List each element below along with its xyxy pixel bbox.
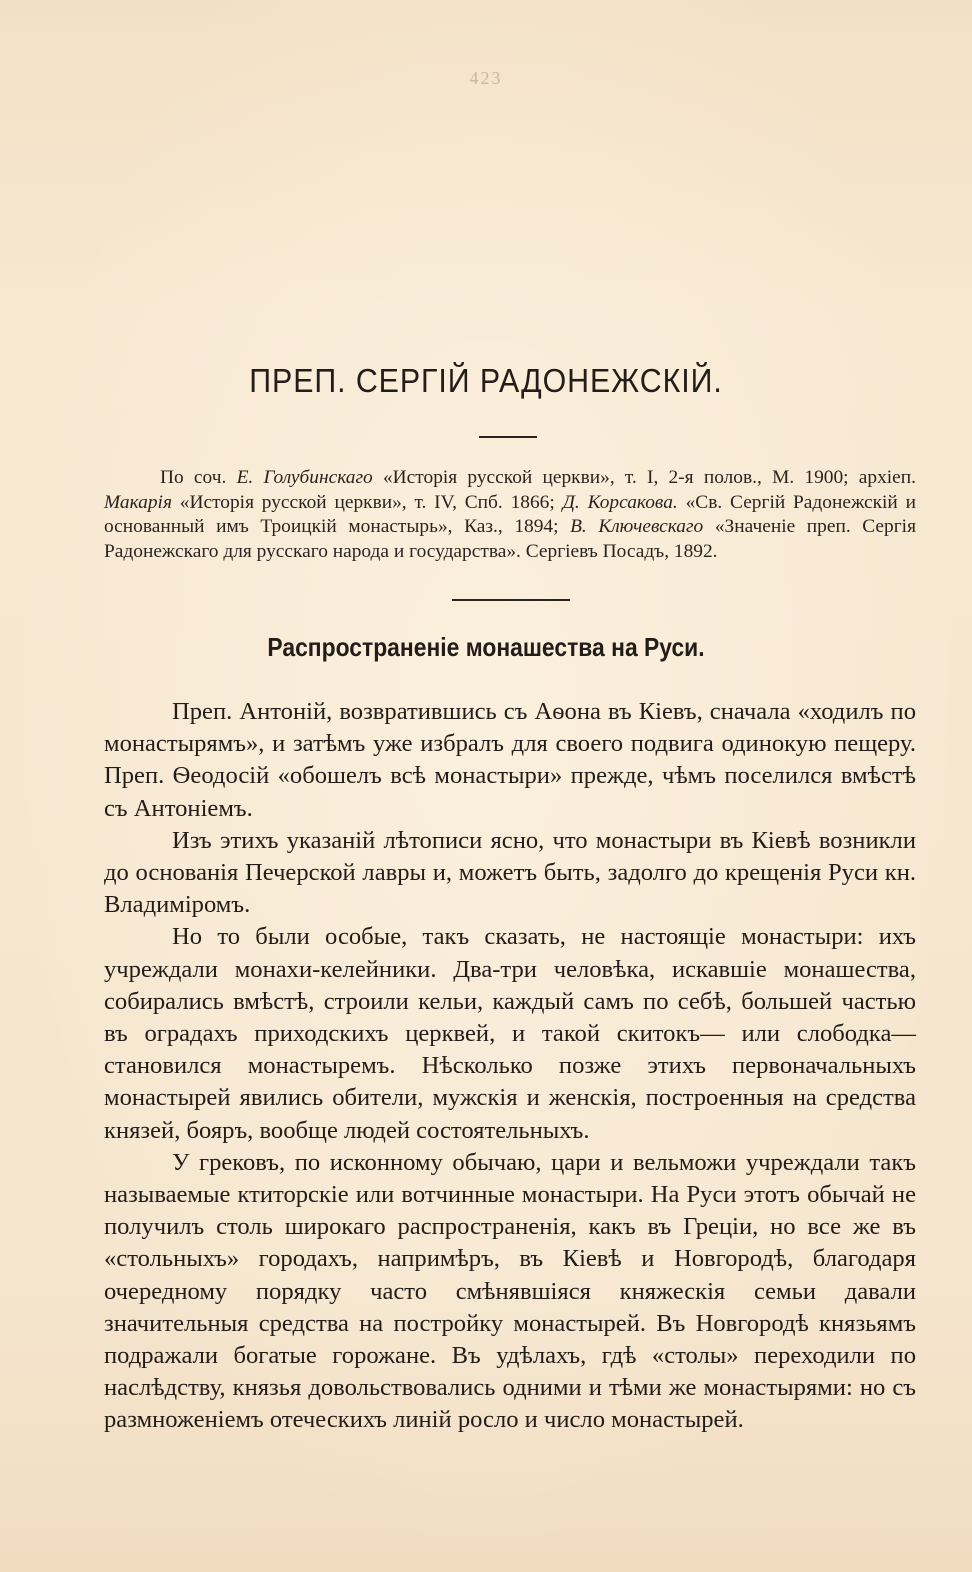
- paragraph: Но то были особые, такъ сказать, не настоящіе монастыри: ихъ учреждали монахи-келейники. Два-три человѣка, искавшіе монашества, собирались вмѣстѣ, строили кельи, каждый самъ по себѣ, большей частью въ оградахъ приходскихъ церквей, и такой скитокъ— или слободка—становился монастыремъ. Нѣсколько позже этихъ первоначальныхъ монастырей явились обители, мужскія и женскія, построенныя на средства князей, бояръ, вообще людей состоятельныхъ.: [104, 923, 916, 1144]
- title-divider: [479, 436, 537, 438]
- section-heading: Распространеніе монашества на Руси.: [267, 632, 705, 662]
- chapter-title: ПРЕП. СЕРГІЙ РАДОНЕЖСКІЙ.: [249, 362, 723, 399]
- sources-text: «Исторія русской церкви», т. IV, Спб. 1866;: [171, 491, 563, 513]
- paragraph: Преп. Антоній, возвратившись съ Аѳона въ Кіевъ, сначала «ходилъ по монастырямъ», и затѣмъ уже избралъ для своего подвига одинокую пещеру. Преп. Ѳеодосій «обошелъ всѣ монастыри» прежде, чѣмъ поселился вмѣстѣ съ Антоніемъ.: [104, 698, 916, 822]
- source-author: Макарія: [104, 491, 172, 513]
- sources-text: «Исторія русской церкви», т. I, 2-я полов., М. 1900; архіеп.: [372, 467, 917, 488]
- body-text: [104, 696, 916, 1437]
- source-author: Е. Голубинскаго: [236, 467, 373, 488]
- sources-text: По соч.: [160, 467, 237, 488]
- paragraph: Изъ этихъ указаній лѣтописи ясно, что монастыри въ Кіевѣ возникли до основанія Печерской лавры и, можетъ быть, задолго до крещенія Руси кн. Владиміромъ.: [104, 826, 916, 919]
- source-author: В. Ключевскаго: [570, 516, 704, 537]
- section-divider: [452, 599, 570, 601]
- sources-text: «Св. Сергій Радонежскій и основанный имъ Троицкій монастырь», Каз., 1894;: [104, 491, 916, 537]
- sources-text: «Значеніе преп. Сергія Радонежскаго для русскаго народа и государства». Сергіевъ Посадъ, 1892.: [104, 516, 916, 562]
- paragraph: У грековъ, по исконному обычаю, цари и вельможи учреждали такъ называемые ктиторскіе или вотчинные монастыри. На Руси этотъ обычай не получилъ столь широкаго распространенія, какъ въ Греціи, но все же въ «стольныхъ» городахъ, напримѣръ, въ Кіевѣ и Новгородѣ, благодаря очередному порядку часто смѣнявшіяся княжескія семьи давали значительныя средства на постройку монастырей. Въ Новгородѣ князьямъ подражали богатые горожане. Въ удѣлахъ, гдѣ «столы» переходили по наслѣдству, князья довольствовались одними и тѣми же монастырями: но съ размноженіемъ отеческихъ линій росло и число монастырей.: [104, 1148, 916, 1434]
- sources-note: [104, 466, 916, 564]
- page-number: 423: [469, 68, 503, 88]
- source-author: Д. Корсакова.: [562, 491, 678, 513]
